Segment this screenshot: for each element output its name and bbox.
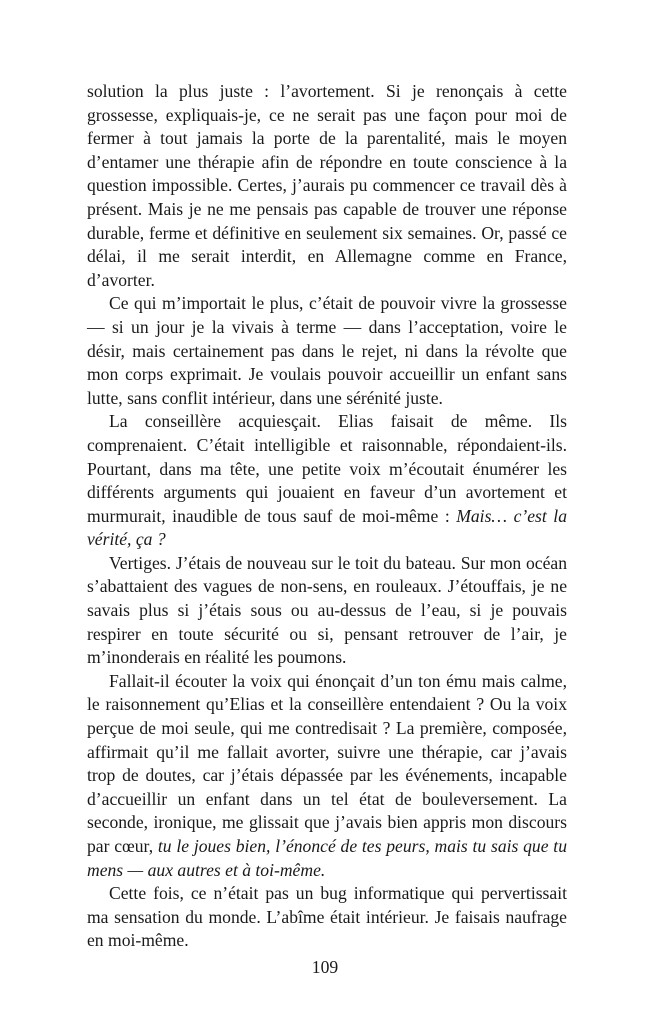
body-text — [87, 80, 567, 953]
paragraph — [87, 882, 567, 953]
paragraph-text: solution la plus juste : l’avortement. Si je renonçais à cette grossesse, expliquais-je, ce ne serait pas une façon pour moi de fermer à tout jamais la porte de la parentalité, mais le moyen d’entamer une thérapie afin de répondre en toute conscience à la question impossible. Certes, j’aurais pu commencer ce travail dès à présent. Mais je ne me pensais pas capable de trouver une réponse durable, ferme et définitive en seulement six semaines. Or, passé ce délai, il me serait interdit, en Allemagne comme en France, d’avorter. — [87, 81, 567, 290]
paragraph — [87, 80, 567, 292]
paragraph-text: Ce qui m’importait le plus, c’était de pouvoir vivre la grossesse — si un jour je la vivais à terme — dans l’acceptation, voire le désir, mais certainement pas dans le rejet, ni dans la révolte que mon corps exprimait. Je voulais pouvoir accueillir un enfant sans lutte, sans conflit intérieur, dans une sérénité juste. — [87, 293, 567, 408]
paragraph-text: La conseillère acquiesçait. Elias faisait de même. Ils comprenaient. C’était intelligible et raisonnable, répondaient-ils. Pourtant, dans ma tête, une petite voix m’écoutait énumérer les différents arguments qui jouaient en faveur d’un avortement et murmurait, inaudible de tous sauf de moi-même : — [87, 411, 567, 526]
paragraph-text: Cette fois, ce n’était pas un bug informatique qui pervertissait ma sensation du monde. L’abîme était intérieur. Je faisais naufrage en moi-même. — [87, 883, 567, 951]
paragraph — [87, 552, 567, 670]
paragraph — [87, 410, 567, 552]
paragraph — [87, 292, 567, 410]
paragraph-text: Fallait-il écouter la voix qui énonçait d’un ton ému mais calme, le raisonnement qu’Elias et la conseillère entendaient ? Ou la voix perçue de moi seule, qui me contredisait ? La première, composée, affirmait qu’il me fallait avorter, suivre une thérapie, car j’avais trop de doutes, car j’étais dépassée par les événements, incapable d’accueillir un enfant dans un tel état de bouleversement. La seconde, ironique, me glissait que j’avais bien appris mon discours par cœur, — [87, 670, 567, 856]
paragraph — [87, 670, 567, 882]
paragraph-text: Vertiges. J’étais de nouveau sur le toit du bateau. Sur mon océan s’abattaient des vagues de non-sens, en rouleaux. J’étouffais, je ne savais plus si j’étais sous ou au-dessus de l’eau, si je pouvais respirer en toute sécurité ou si, pensant retrouver de l’air, je m’inonderais en réalité les poumons. — [87, 552, 567, 668]
italic-inner-voice: tu le joues bien, l’énoncé de tes peurs, mais tu sais que tu mens — aux autres et à toi-même. — [87, 836, 567, 880]
page-number: 109 — [311, 957, 339, 977]
italic-inner-voice: Mais… c’est la vérité, ça ? — [87, 505, 567, 550]
